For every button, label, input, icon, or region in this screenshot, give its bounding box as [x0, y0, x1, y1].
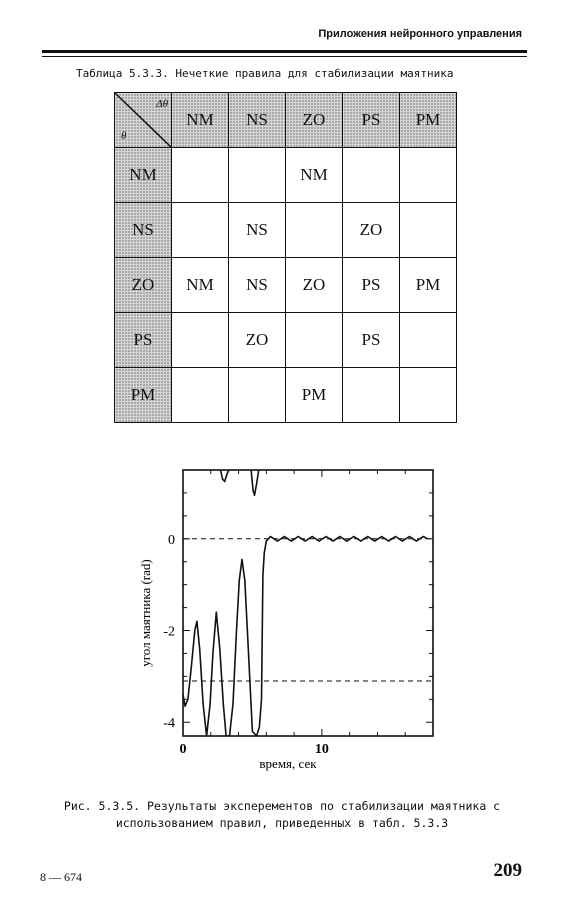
- table-cell: [229, 368, 286, 423]
- table-row: [115, 148, 457, 203]
- table-row: [115, 368, 457, 423]
- row-header: NM: [115, 148, 172, 203]
- table-cell: [400, 368, 457, 423]
- table-cell: PM: [286, 368, 343, 423]
- plot-frame: [183, 470, 433, 736]
- series-line: [221, 470, 229, 482]
- table-cell: [286, 203, 343, 258]
- column-header: NM: [172, 93, 229, 148]
- column-header: PS: [343, 93, 400, 148]
- x-axis-label: время, сек: [259, 756, 317, 771]
- series-line: [251, 470, 259, 495]
- y-tick-label: -4: [163, 716, 175, 732]
- figure-caption: [40, 798, 524, 832]
- table-cell: [400, 313, 457, 368]
- table-cell: NS: [229, 203, 286, 258]
- table-cell: [400, 203, 457, 258]
- table-cell: ZO: [343, 203, 400, 258]
- table-cell: PS: [343, 258, 400, 313]
- row-header: PS: [115, 313, 172, 368]
- signature-mark: 8 — 674: [40, 870, 82, 884]
- x-tick-label: 10: [314, 742, 329, 757]
- column-header: ZO: [286, 93, 343, 148]
- table-cell: NS: [229, 258, 286, 313]
- table-cell: [172, 313, 229, 368]
- table-cell: [343, 148, 400, 203]
- table-cell: [172, 203, 229, 258]
- corner-theta-label: θ: [121, 130, 127, 142]
- fuzzy-rules-table: [114, 92, 457, 423]
- table-cell: PS: [343, 313, 400, 368]
- table-cell: [172, 148, 229, 203]
- table-corner-cell: [115, 93, 172, 148]
- y-tick-label: -2: [163, 624, 175, 640]
- table-row: [115, 258, 457, 313]
- y-tick-label: 0: [168, 532, 175, 548]
- row-header: NS: [115, 203, 172, 258]
- table-header-row: [115, 93, 457, 148]
- table-cell: PM: [400, 258, 457, 313]
- figure-caption-line-2: использованием правил, приведенных в табл. 5.3.3: [115, 816, 449, 830]
- y-axis-label: угол маятника (rad): [138, 559, 153, 667]
- table-caption: Таблица 5.3.3. Нечеткие правила для стабилизации маятника: [76, 67, 454, 80]
- table-cell: NM: [286, 148, 343, 203]
- table-cell: NM: [172, 258, 229, 313]
- row-header: PM: [115, 368, 172, 423]
- table-cell: [286, 313, 343, 368]
- page-number: 209: [493, 860, 522, 881]
- figure-caption-line-1: Рис. 5.3.5. Результаты эксперементов по стабилизации маятника с: [63, 799, 501, 813]
- column-header: NS: [229, 93, 286, 148]
- table-row: [115, 313, 457, 368]
- pendulum-angle-chart: [130, 462, 450, 772]
- running-header: Приложения нейронного управления: [318, 28, 522, 40]
- corner-delta-theta-label: Δθ: [156, 98, 168, 110]
- series-line: [183, 537, 427, 737]
- table-row: [115, 203, 457, 258]
- x-tick-label: 0: [179, 742, 187, 757]
- table-cell: ZO: [286, 258, 343, 313]
- header-rule-thick: [42, 50, 527, 53]
- header-rule-thin: [42, 56, 527, 57]
- table-cell: ZO: [229, 313, 286, 368]
- table-cell: [400, 148, 457, 203]
- table-cell: [229, 148, 286, 203]
- table-cell: [343, 368, 400, 423]
- row-header: ZO: [115, 258, 172, 313]
- column-header: PM: [400, 93, 457, 148]
- table-cell: [172, 368, 229, 423]
